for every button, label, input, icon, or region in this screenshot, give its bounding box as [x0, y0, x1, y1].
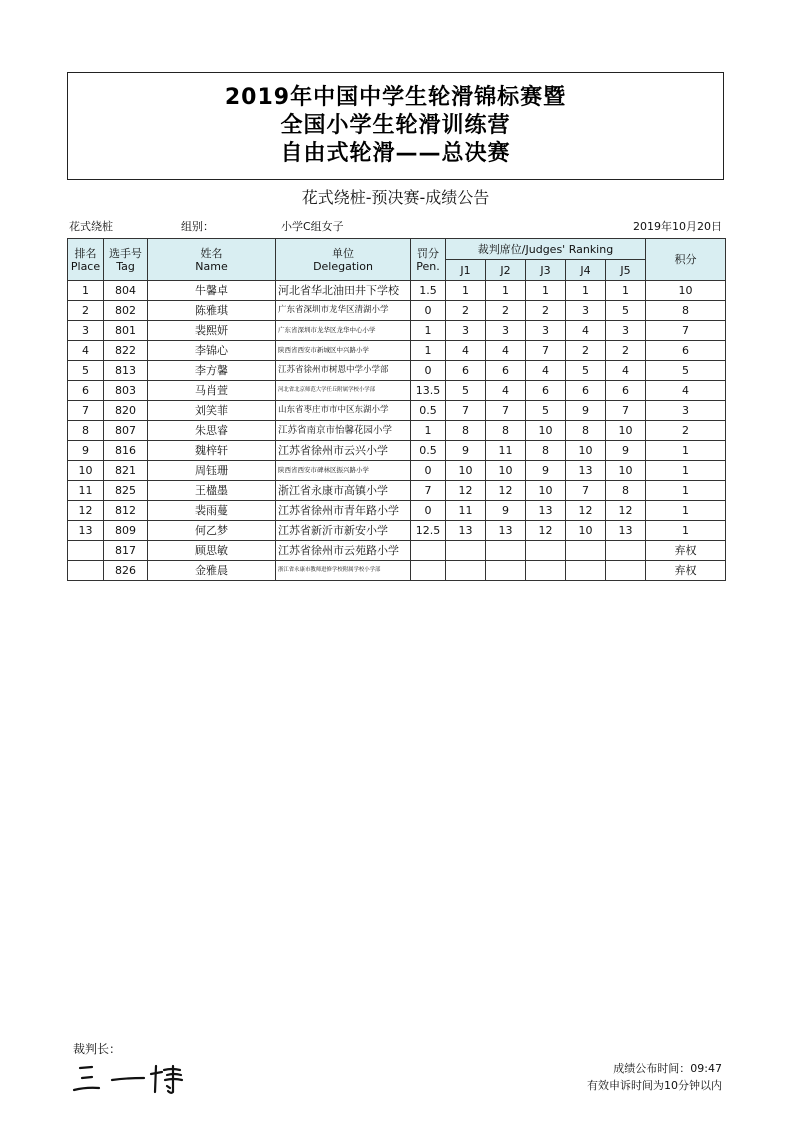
- cell-delegation: 江苏省徐州市云苑路小学: [276, 541, 411, 561]
- header-delegation: 单位 Delegation: [276, 239, 411, 281]
- cell-j3: 6: [526, 381, 566, 401]
- cell-tag: 801: [104, 321, 148, 341]
- cell-j4: 13: [566, 461, 606, 481]
- cell-tag: 807: [104, 421, 148, 441]
- results-table: [67, 238, 726, 581]
- table-row: [68, 321, 726, 341]
- cell-j2: 13: [486, 521, 526, 541]
- cell-j4: [566, 541, 606, 561]
- cell-penalty: 1: [411, 321, 446, 341]
- cell-penalty: 0.5: [411, 441, 446, 461]
- cell-j1: 5: [446, 381, 486, 401]
- cell-j2: 6: [486, 361, 526, 381]
- cell-tag: 802: [104, 301, 148, 321]
- cell-score: 8: [646, 301, 726, 321]
- cell-j4: 8: [566, 421, 606, 441]
- cell-delegation: 浙江省永康市教师进修学校附属学校小学部: [276, 561, 411, 581]
- cell-tag: 812: [104, 501, 148, 521]
- header-j1: J1: [446, 260, 486, 281]
- cell-tag: 817: [104, 541, 148, 561]
- cell-penalty: 1: [411, 421, 446, 441]
- cell-name: 朱思睿: [148, 421, 276, 441]
- cell-j2: 7: [486, 401, 526, 421]
- cell-delegation: 江苏省徐州市树恩中学小学部: [276, 361, 411, 381]
- cell-j4: 6: [566, 381, 606, 401]
- cell-j3: [526, 541, 566, 561]
- cell-score: 4: [646, 381, 726, 401]
- cell-name: 牛馨卓: [148, 281, 276, 301]
- cell-penalty: 1: [411, 341, 446, 361]
- cell-j3: 8: [526, 441, 566, 461]
- cell-j2: [486, 561, 526, 581]
- cell-j5: 13: [606, 521, 646, 541]
- cell-penalty: 0: [411, 461, 446, 481]
- cell-j3: 10: [526, 421, 566, 441]
- cell-j1: 12: [446, 481, 486, 501]
- cell-penalty: [411, 561, 446, 581]
- cell-j4: 12: [566, 501, 606, 521]
- cell-j5: 9: [606, 441, 646, 461]
- table-row: [68, 541, 726, 561]
- table-row: [68, 441, 726, 461]
- title-line-1: 2019年中国中学生轮滑锦标赛暨: [224, 85, 567, 110]
- cell-j3: 12: [526, 521, 566, 541]
- cell-j5: [606, 561, 646, 581]
- cell-j2: 4: [486, 341, 526, 361]
- cell-tag: 822: [104, 341, 148, 361]
- cell-j4: 4: [566, 321, 606, 341]
- cell-j3: 9: [526, 461, 566, 481]
- cell-penalty: 12.5: [411, 521, 446, 541]
- table-row: [68, 361, 726, 381]
- cell-j5: [606, 541, 646, 561]
- cell-j2: 8: [486, 421, 526, 441]
- cell-j4: [566, 561, 606, 581]
- cell-j2: [486, 541, 526, 561]
- cell-j4: 9: [566, 401, 606, 421]
- cell-delegation: 河北省北京师范大学任丘附属学校小学部: [276, 381, 411, 401]
- cell-tag: 820: [104, 401, 148, 421]
- cell-tag: 813: [104, 361, 148, 381]
- cell-j5: 10: [606, 421, 646, 441]
- cell-tag: 825: [104, 481, 148, 501]
- cell-j4: 7: [566, 481, 606, 501]
- cell-place: 8: [68, 421, 104, 441]
- cell-place: 6: [68, 381, 104, 401]
- cell-j4: 10: [566, 521, 606, 541]
- group-value: 小学C组女子: [281, 220, 344, 233]
- cell-j2: 10: [486, 461, 526, 481]
- table-row: [68, 401, 726, 421]
- cell-score: 6: [646, 341, 726, 361]
- cell-penalty: 7: [411, 481, 446, 501]
- cell-name: 王楹墨: [148, 481, 276, 501]
- cell-j3: 1: [526, 281, 566, 301]
- cell-score: 1: [646, 481, 726, 501]
- cell-name: 李锦心: [148, 341, 276, 361]
- cell-place: 2: [68, 301, 104, 321]
- cell-penalty: 0: [411, 361, 446, 381]
- cell-name: 顾思敏: [148, 541, 276, 561]
- publish-time: 成绩公布时间：09:47: [613, 1062, 722, 1075]
- cell-place: [68, 541, 104, 561]
- cell-j1: 4: [446, 341, 486, 361]
- cell-penalty: 0: [411, 501, 446, 521]
- cell-name: 裴熙妍: [148, 321, 276, 341]
- cell-score: 2: [646, 421, 726, 441]
- cell-j4: 2: [566, 341, 606, 361]
- cell-delegation: 江苏省徐州市云兴小学: [276, 441, 411, 461]
- cell-score: 1: [646, 501, 726, 521]
- cell-j5: 1: [606, 281, 646, 301]
- header-j2: J2: [486, 260, 526, 281]
- cell-j1: 11: [446, 501, 486, 521]
- cell-score: 1: [646, 441, 726, 461]
- cell-delegation: 陕西省西安市碑林区振兴路小学: [276, 461, 411, 481]
- cell-j3: 7: [526, 341, 566, 361]
- table-row: [68, 501, 726, 521]
- cell-name: 马肖萱: [148, 381, 276, 401]
- cell-j4: 1: [566, 281, 606, 301]
- cell-place: [68, 561, 104, 581]
- cell-j2: 4: [486, 381, 526, 401]
- table-row: [68, 281, 726, 301]
- cell-j5: 3: [606, 321, 646, 341]
- header-name: 姓名 Name: [148, 239, 276, 281]
- cell-penalty: 1.5: [411, 281, 446, 301]
- cell-name: 金雅晨: [148, 561, 276, 581]
- cell-j2: 1: [486, 281, 526, 301]
- table-row: [68, 561, 726, 581]
- cell-j3: 5: [526, 401, 566, 421]
- cell-j2: 3: [486, 321, 526, 341]
- cell-name: 周钰珊: [148, 461, 276, 481]
- cell-j5: 10: [606, 461, 646, 481]
- cell-tag: 821: [104, 461, 148, 481]
- date: 2019年10月20日: [633, 220, 722, 233]
- header-j5: J5: [606, 260, 646, 281]
- table-row: [68, 521, 726, 541]
- cell-j1: 3: [446, 321, 486, 341]
- cell-tag: 804: [104, 281, 148, 301]
- title-line-2: 全国小学生轮滑训练营: [280, 113, 511, 138]
- cell-place: 11: [68, 481, 104, 501]
- cell-j3: 3: [526, 321, 566, 341]
- cell-name: 魏梓轩: [148, 441, 276, 461]
- cell-tag: 803: [104, 381, 148, 401]
- referee-signature: [68, 1058, 188, 1100]
- cell-place: 9: [68, 441, 104, 461]
- cell-j1: 9: [446, 441, 486, 461]
- table-row: [68, 421, 726, 441]
- table-row: [68, 301, 726, 321]
- cell-j5: 7: [606, 401, 646, 421]
- cell-j4: 3: [566, 301, 606, 321]
- header-j3: J3: [526, 260, 566, 281]
- cell-delegation: 浙江省永康市高镇小学: [276, 481, 411, 501]
- cell-name: 何乙梦: [148, 521, 276, 541]
- cell-j4: 5: [566, 361, 606, 381]
- table-row: [68, 461, 726, 481]
- cell-j1: [446, 541, 486, 561]
- cell-j5: 4: [606, 361, 646, 381]
- cell-score: 弃权: [646, 541, 726, 561]
- event-name: 花式绕桩: [69, 220, 113, 233]
- cell-name: 裴雨蔓: [148, 501, 276, 521]
- cell-tag: 809: [104, 521, 148, 541]
- subtitle: 花式绕桩-预决赛-成绩公告: [301, 188, 490, 207]
- cell-j2: 9: [486, 501, 526, 521]
- cell-score: 3: [646, 401, 726, 421]
- header-judges: 裁判席位/Judges' Ranking: [446, 239, 646, 260]
- cell-score: 7: [646, 321, 726, 341]
- table-row: [68, 381, 726, 401]
- cell-place: 12: [68, 501, 104, 521]
- cell-delegation: 江苏省南京市怡馨花园小学: [276, 421, 411, 441]
- cell-penalty: 0: [411, 301, 446, 321]
- cell-place: 1: [68, 281, 104, 301]
- cell-j5: 2: [606, 341, 646, 361]
- cell-j1: 10: [446, 461, 486, 481]
- cell-name: 刘笑菲: [148, 401, 276, 421]
- cell-j5: 5: [606, 301, 646, 321]
- cell-delegation: 山东省枣庄市市中区东湖小学: [276, 401, 411, 421]
- header-score: 积分: [646, 239, 726, 281]
- cell-tag: 826: [104, 561, 148, 581]
- cell-penalty: 13.5: [411, 381, 446, 401]
- cell-name: 李方馨: [148, 361, 276, 381]
- cell-j5: 12: [606, 501, 646, 521]
- cell-score: 10: [646, 281, 726, 301]
- cell-j1: 6: [446, 361, 486, 381]
- cell-score: 1: [646, 461, 726, 481]
- referee-label: 裁判长：: [73, 1042, 122, 1056]
- cell-j2: 12: [486, 481, 526, 501]
- cell-tag: 816: [104, 441, 148, 461]
- cell-place: 5: [68, 361, 104, 381]
- header-penalty: 罚分 Pen.: [411, 239, 446, 281]
- title-line-3: 自由式轮滑——总决赛: [280, 141, 511, 166]
- cell-j1: 2: [446, 301, 486, 321]
- cell-j1: 8: [446, 421, 486, 441]
- table-row: [68, 481, 726, 501]
- cell-penalty: [411, 541, 446, 561]
- appeal-note: 有效申诉时间为10分钟以内: [587, 1079, 722, 1092]
- cell-j3: 2: [526, 301, 566, 321]
- table-row: [68, 341, 726, 361]
- group-label: 组别：: [181, 220, 214, 233]
- cell-j1: 7: [446, 401, 486, 421]
- cell-j3: [526, 561, 566, 581]
- cell-delegation: 广东省深圳市龙华区龙华中心小学: [276, 321, 411, 341]
- cell-j1: 13: [446, 521, 486, 541]
- cell-name: 陈雅琪: [148, 301, 276, 321]
- cell-score: 弃权: [646, 561, 726, 581]
- cell-j2: 2: [486, 301, 526, 321]
- cell-delegation: 陕西省西安市新城区中兴路小学: [276, 341, 411, 361]
- cell-place: 3: [68, 321, 104, 341]
- header-tag: 选手号 Tag: [104, 239, 148, 281]
- cell-j1: [446, 561, 486, 581]
- cell-place: 4: [68, 341, 104, 361]
- cell-place: 13: [68, 521, 104, 541]
- header-j4: J4: [566, 260, 606, 281]
- cell-score: 5: [646, 361, 726, 381]
- cell-j4: 10: [566, 441, 606, 461]
- cell-j5: 8: [606, 481, 646, 501]
- header-place: 排名 Place: [68, 239, 104, 281]
- cell-j1: 1: [446, 281, 486, 301]
- cell-penalty: 0.5: [411, 401, 446, 421]
- cell-delegation: 广东省深圳市龙华区清湖小学: [276, 301, 411, 321]
- cell-j3: 4: [526, 361, 566, 381]
- cell-score: 1: [646, 521, 726, 541]
- title-box: [67, 72, 724, 180]
- cell-delegation: 江苏省徐州市青年路小学: [276, 501, 411, 521]
- cell-delegation: 河北省华北油田井下学校: [276, 281, 411, 301]
- cell-j2: 11: [486, 441, 526, 461]
- cell-j3: 13: [526, 501, 566, 521]
- cell-j5: 6: [606, 381, 646, 401]
- cell-place: 10: [68, 461, 104, 481]
- cell-j3: 10: [526, 481, 566, 501]
- cell-delegation: 江苏省新沂市新安小学: [276, 521, 411, 541]
- cell-place: 7: [68, 401, 104, 421]
